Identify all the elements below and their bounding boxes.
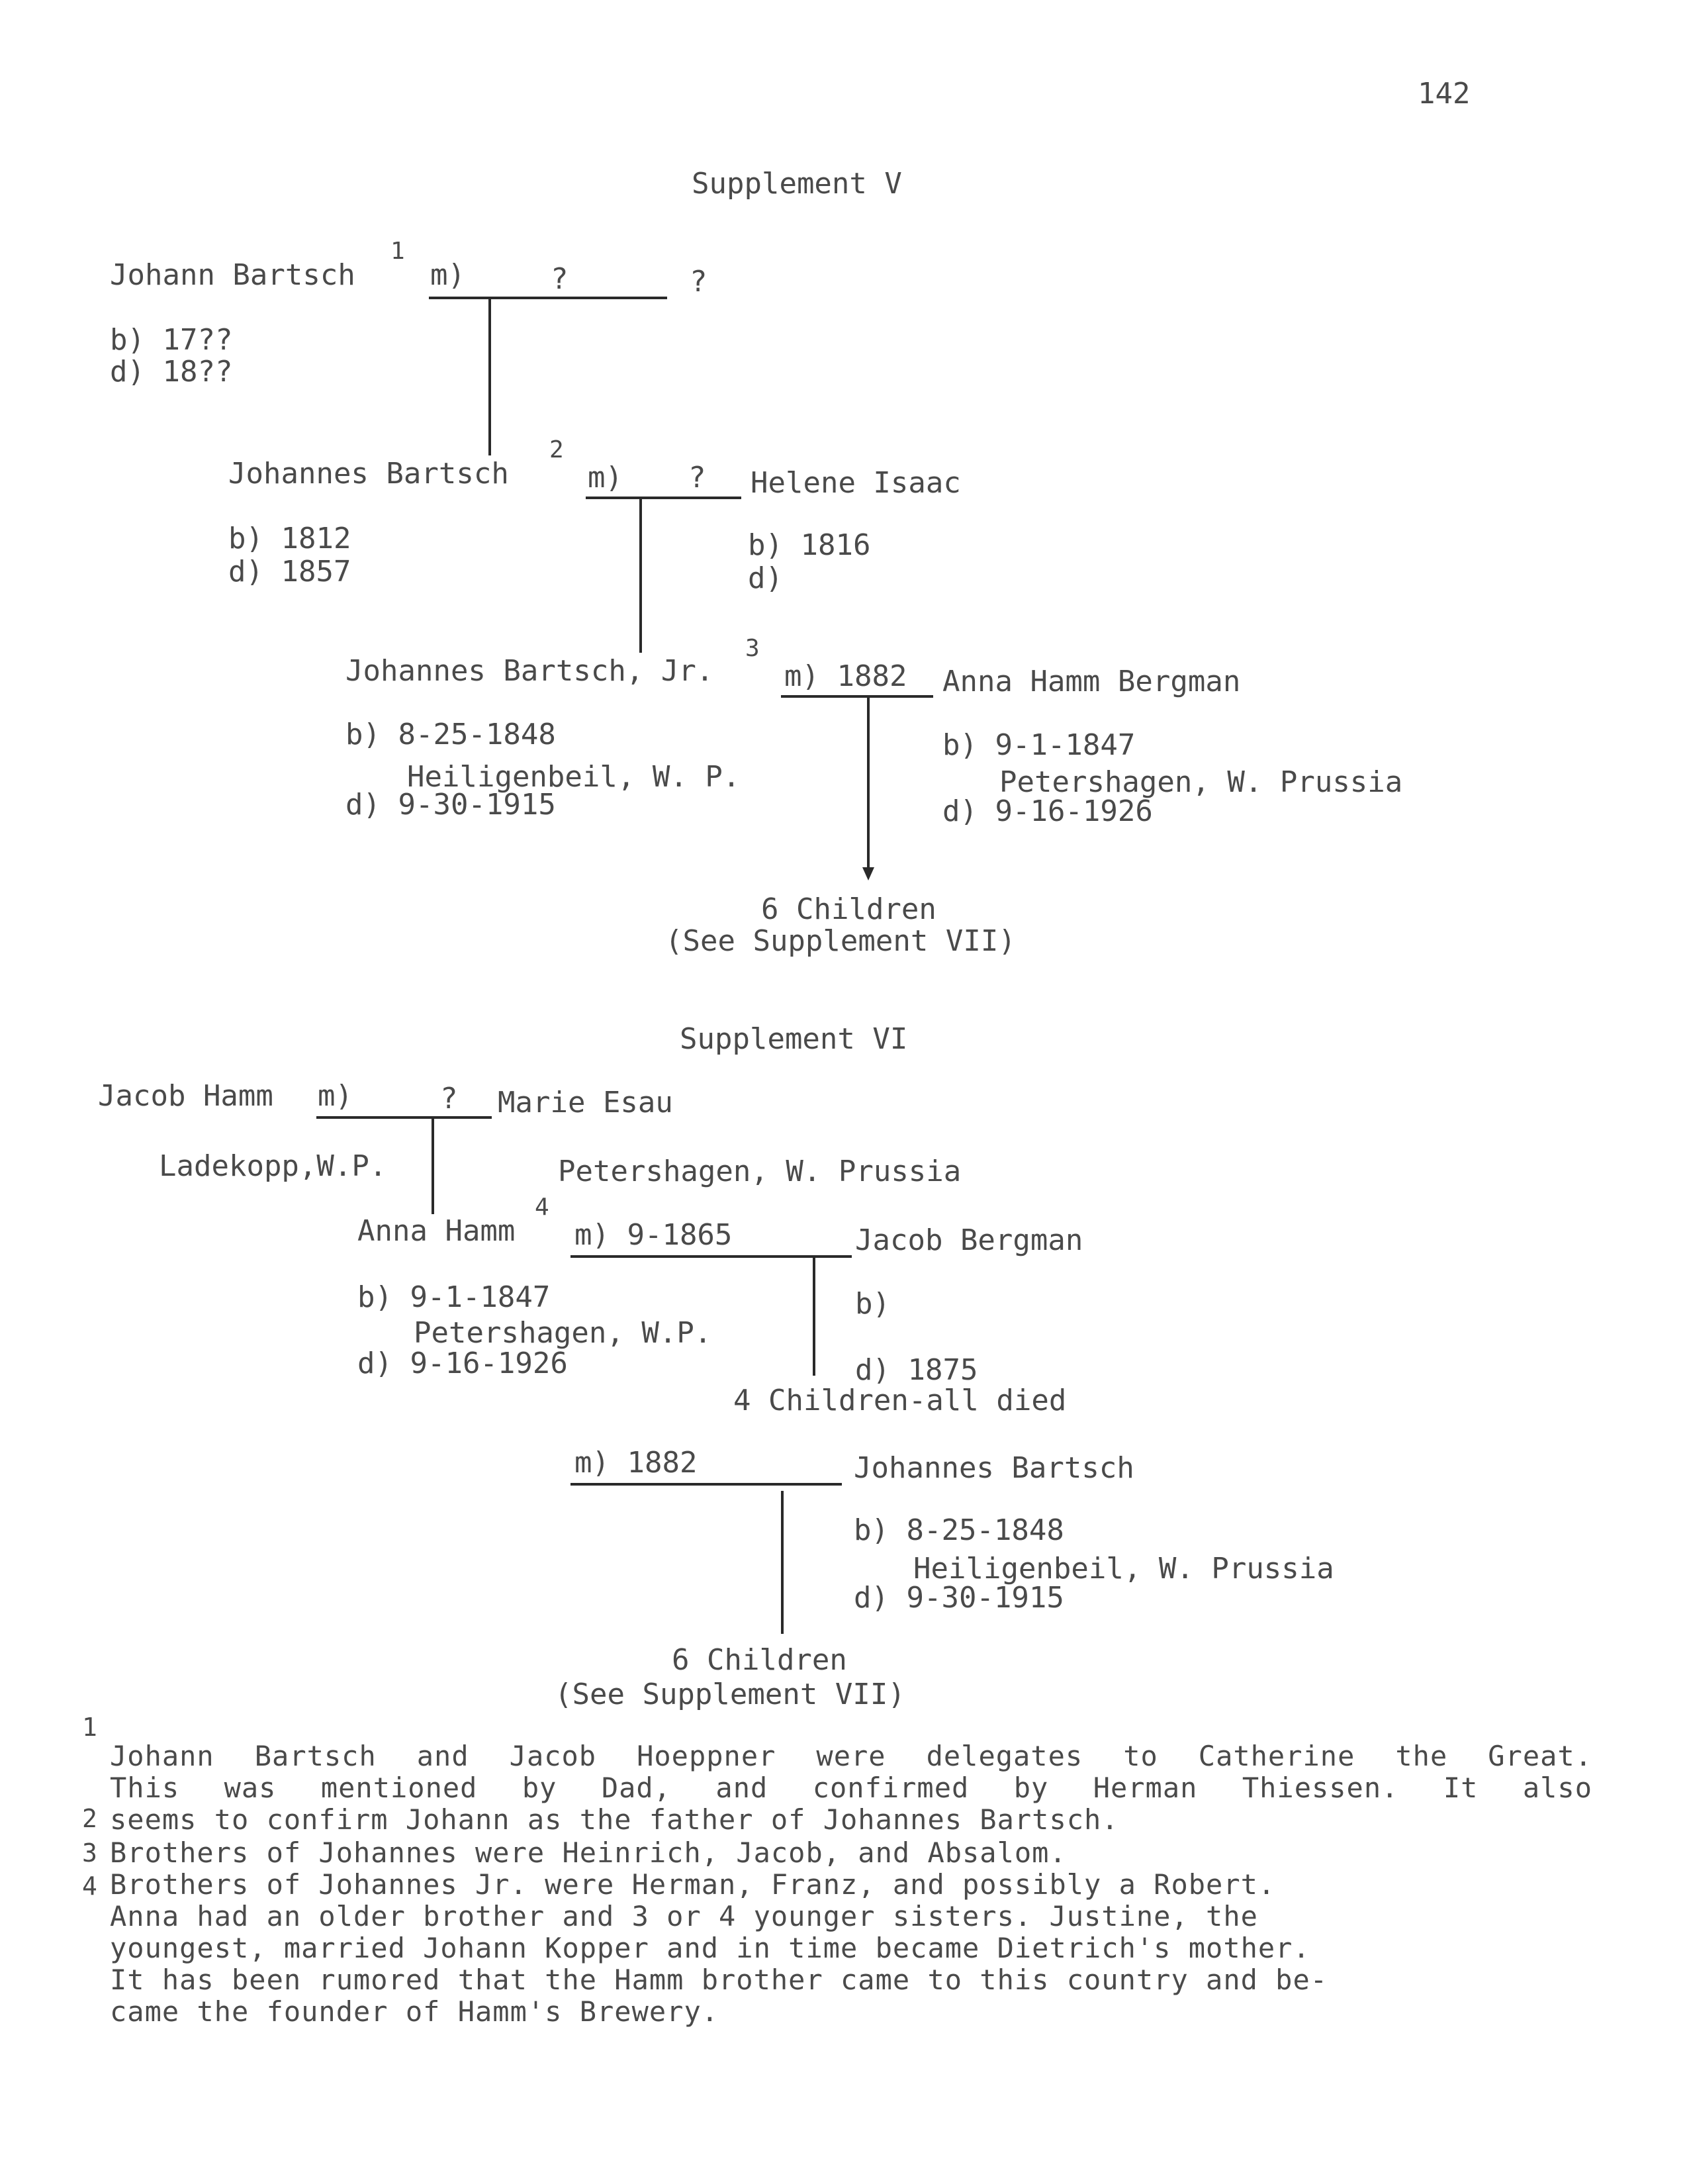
anna-marriage-1: m) 9-1865	[574, 1218, 733, 1252]
footnote-line: This was mentioned by Dad, and confirmed by Herman Thiessen. It also	[110, 1772, 1592, 1804]
anna-spouse-2-born: b) 8-25-1848	[854, 1513, 1064, 1547]
anna-spouse-2-died: d) 9-30-1915	[854, 1581, 1064, 1615]
anna-marriage-2: m) 1882	[574, 1446, 698, 1480]
anna-spouse-2-birthplace: Heiligenbeil, W. Prussia	[913, 1552, 1334, 1586]
gen2-spouse-died: d)	[748, 561, 783, 595]
gen3-descent-arrow	[862, 867, 874, 880]
gen2-marriage: m)	[588, 461, 623, 495]
footnote-line: Brothers of Johannes Jr. were Herman, Franz, and possibly a Robert.	[110, 1868, 1276, 1901]
gen1-died: d) 18??	[110, 355, 233, 389]
footnote-number-1: 1	[82, 1713, 97, 1742]
gen2-footnote-ref: 2	[549, 436, 564, 463]
parent-father-name: Jacob Hamm	[98, 1079, 273, 1113]
gen2-spouse-name: Helene Isaac	[751, 466, 961, 500]
supplement-v-children: 6 Children	[761, 892, 936, 926]
gen1-born: b) 17??	[110, 323, 233, 357]
gen2-spouse-born: b) 1816	[748, 528, 871, 562]
anna-died: d) 9-16-1926	[357, 1347, 568, 1380]
anna-spouse-1-name: Jacob Bergman	[855, 1223, 1083, 1257]
footnote-line: Johann Bartsch and Jacob Hoeppner were delegates to Catherine the Great.	[110, 1740, 1592, 1772]
gen2-descent-line	[639, 498, 642, 653]
anna-birthplace: Petershagen, W.P.	[414, 1316, 712, 1350]
gen3-birthplace: Heiligenbeil, W. P.	[407, 760, 741, 794]
gen3-spouse-birthplace: Petershagen, W. Prussia	[999, 765, 1403, 799]
parent-father-place: Ladekopp,W.P.	[159, 1149, 387, 1183]
footnote-line: seems to confirm Johann as the father of Johannes Bartsch.	[110, 1803, 1119, 1836]
parent-mother-place: Petershagen, W. Prussia	[558, 1155, 962, 1188]
gen1-spouse-unknown: ?	[551, 262, 569, 296]
footnote-line: Anna had an older brother and 3 or 4 younger sisters. Justine, the	[110, 1900, 1258, 1932]
gen2-marriage-line	[586, 497, 741, 499]
parent-mother-name: Marie Esau	[498, 1086, 673, 1119]
footnote-line: youngest, married Johann Kopper and in time became Dietrich's mother.	[110, 1932, 1310, 1964]
gen3-name: Johannes Bartsch, Jr.	[345, 654, 714, 688]
gen2-name: Johannes Bartsch	[228, 457, 509, 491]
gen2-died: d) 1857	[228, 555, 351, 589]
gen3-descent-line	[867, 696, 870, 869]
parent-marriage: m)	[318, 1079, 353, 1113]
page-number: 142	[1418, 77, 1471, 111]
anna-footnote-ref: 4	[535, 1194, 549, 1221]
anna-marriage-1-descent-line	[813, 1257, 815, 1376]
gen1-marriage-line	[429, 297, 667, 299]
footnote-number-3: 3	[82, 1838, 97, 1868]
anna-spouse-2-name: Johannes Bartsch	[854, 1451, 1134, 1485]
parent-marriage-unknown: ?	[440, 1082, 458, 1116]
anna-born: b) 9-1-1847	[357, 1280, 551, 1314]
anna-marriage-2-line	[570, 1483, 842, 1486]
gen3-born: b) 8-25-1848	[345, 718, 556, 751]
footnote-number-4: 4	[82, 1872, 97, 1901]
parent-marriage-line	[316, 1116, 492, 1119]
anna-name: Anna Hamm	[357, 1214, 516, 1248]
footnote-line: came the founder of Hamm's Brewery.	[110, 1995, 719, 2028]
gen1-spouse-unknown-2: ?	[690, 265, 707, 299]
footnote-number-2: 2	[82, 1804, 97, 1833]
supplement-vi-children: 6 Children	[672, 1643, 847, 1677]
gen3-died: d) 9-30-1915	[345, 788, 556, 822]
anna-spouse-1-born: b)	[855, 1287, 890, 1321]
gen3-footnote-ref: 3	[745, 635, 760, 662]
supplement-v-children-note: (See Supplement VII)	[665, 924, 1016, 958]
gen3-spouse-born: b) 9-1-1847	[942, 728, 1136, 762]
footnote-line: It has been rumored that the Hamm brother came to this country and be-	[110, 1964, 1328, 1996]
parent-descent-line	[432, 1117, 434, 1214]
gen3-spouse-died: d) 9-16-1926	[942, 794, 1153, 828]
supplement-vi-children-note: (See Supplement VII)	[555, 1678, 905, 1711]
anna-marriage-1-line	[570, 1255, 852, 1258]
gen3-spouse-name: Anna Hamm Bergman	[942, 665, 1241, 698]
gen2-spouse-unknown: ?	[688, 461, 706, 495]
anna-spouse-1-died: d) 1875	[855, 1353, 978, 1387]
gen2-born: b) 1812	[228, 522, 351, 555]
gen1-descent-line	[488, 298, 491, 455]
footnote-line: Brothers of Johannes were Heinrich, Jacob, and Absalom.	[110, 1836, 1067, 1869]
supplement-vi-title: Supplement VI	[680, 1022, 908, 1056]
gen1-marriage: m)	[430, 258, 465, 292]
gen1-footnote-ref: 1	[390, 238, 405, 265]
gen3-marriage-line	[781, 695, 933, 698]
anna-marriage-1-children: 4 Children-all died	[733, 1384, 1067, 1417]
gen3-marriage: m) 1882	[784, 659, 907, 693]
supplement-v-title: Supplement V	[692, 167, 902, 201]
anna-marriage-2-descent-line	[781, 1491, 784, 1634]
gen1-name: Johann Bartsch	[110, 258, 355, 292]
